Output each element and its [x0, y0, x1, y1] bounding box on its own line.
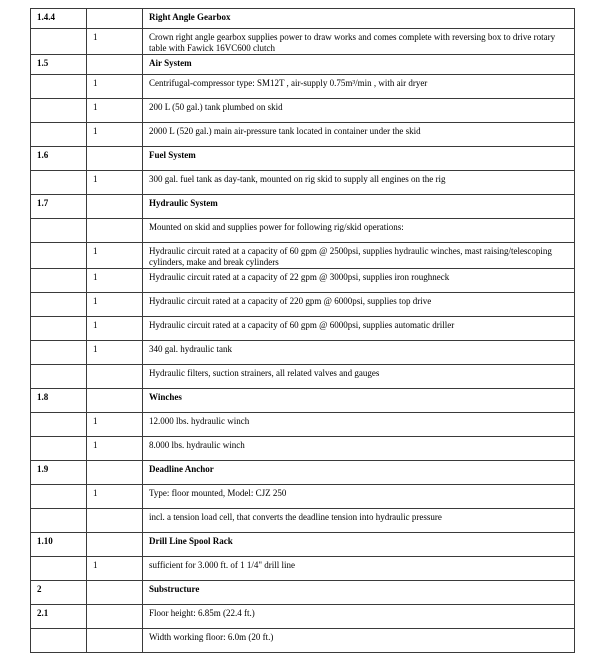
item-description: Hydraulic circuit rated at a capacity of 60 gpm @ 2500psi, supplies hydraulic winches, mast raising/telescoping cylinders, make and break cylinders: [143, 243, 575, 269]
quantity-cell: 1: [87, 341, 143, 365]
table-row: [31, 461, 575, 485]
section-number: 1.10: [31, 533, 87, 557]
item-description: Type: floor mounted, Model: CJZ 250: [143, 485, 575, 509]
section-number: 1.8: [31, 389, 87, 413]
quantity-cell: 1: [87, 99, 143, 123]
quantity-cell: 1: [87, 437, 143, 461]
item-description: Width working floor: 6.0m (20 ft.): [143, 629, 575, 653]
quantity-cell: [87, 389, 143, 413]
section-number: [31, 413, 87, 437]
table-row: [31, 219, 575, 243]
quantity-cell: [87, 195, 143, 219]
table-row: [31, 413, 575, 437]
quantity-cell: [87, 581, 143, 605]
section-number: [31, 171, 87, 195]
item-description: Floor height: 6.85m (22.4 ft.): [143, 605, 575, 629]
quantity-cell: [87, 9, 143, 29]
section-number: 1.4.4: [31, 9, 87, 29]
table-row: [31, 581, 575, 605]
table-row: [31, 243, 575, 269]
section-number: 1.6: [31, 147, 87, 171]
quantity-cell: [87, 365, 143, 389]
item-description: sufficient for 3.000 ft. of 1 1/4" drill line: [143, 557, 575, 581]
section-heading: Fuel System: [143, 147, 575, 171]
table-row: [31, 293, 575, 317]
table-row: [31, 629, 575, 653]
item-description: Hydraulic filters, suction strainers, all related valves and gauges: [143, 365, 575, 389]
section-number: [31, 341, 87, 365]
item-description: Mounted on skid and supplies power for following rig/skid operations:: [143, 219, 575, 243]
quantity-cell: 1: [87, 171, 143, 195]
item-description: Crown right angle gearbox supplies power to draw works and comes complete with reversing box to drive rotary table with Fawick 16VC600 clutch: [143, 29, 575, 55]
table-row: [31, 533, 575, 557]
table-row: [31, 269, 575, 293]
section-heading: Deadline Anchor: [143, 461, 575, 485]
quantity-cell: 1: [87, 75, 143, 99]
item-description: incl. a tension load cell, that converts the deadline tension into hydraulic pressure: [143, 509, 575, 533]
table-row: [31, 9, 575, 29]
table-row: [31, 389, 575, 413]
table-row: [31, 55, 575, 75]
section-number: [31, 243, 87, 269]
section-number: [31, 269, 87, 293]
specification-table-body: [31, 9, 575, 653]
quantity-cell: [87, 461, 143, 485]
section-number: [31, 99, 87, 123]
section-number: [31, 75, 87, 99]
section-heading: Right Angle Gearbox: [143, 9, 575, 29]
quantity-cell: 1: [87, 413, 143, 437]
quantity-cell: [87, 533, 143, 557]
section-heading: Hydraulic System: [143, 195, 575, 219]
quantity-cell: 1: [87, 123, 143, 147]
table-row: [31, 147, 575, 171]
quantity-cell: [87, 55, 143, 75]
section-number: [31, 629, 87, 653]
section-number: [31, 557, 87, 581]
table-row: [31, 341, 575, 365]
section-number: [31, 509, 87, 533]
quantity-cell: [87, 629, 143, 653]
table-row: [31, 75, 575, 99]
section-number: [31, 485, 87, 509]
item-description: 8.000 lbs. hydraulic winch: [143, 437, 575, 461]
specification-table: [30, 8, 575, 653]
item-description: 340 gal. hydraulic tank: [143, 341, 575, 365]
section-number: [31, 437, 87, 461]
table-row: [31, 29, 575, 55]
item-description: Centrifugal-compressor type: SM12T , air-supply 0.75m³/min , with air dryer: [143, 75, 575, 99]
section-number: 1.9: [31, 461, 87, 485]
quantity-cell: [87, 605, 143, 629]
section-number: 1.5: [31, 55, 87, 75]
section-number: [31, 293, 87, 317]
item-description: 200 L (50 gal.) tank plumbed on skid: [143, 99, 575, 123]
section-heading: Air System: [143, 55, 575, 75]
section-heading: Winches: [143, 389, 575, 413]
section-number: 2.1: [31, 605, 87, 629]
table-row: [31, 605, 575, 629]
section-number: [31, 365, 87, 389]
table-row: [31, 365, 575, 389]
section-number: [31, 317, 87, 341]
section-heading: Drill Line Spool Rack: [143, 533, 575, 557]
item-description: Hydraulic circuit rated at a capacity of 60 gpm @ 6000psi, supplies automatic driller: [143, 317, 575, 341]
item-description: 12.000 lbs. hydraulic winch: [143, 413, 575, 437]
quantity-cell: 1: [87, 243, 143, 269]
table-row: [31, 485, 575, 509]
table-row: [31, 99, 575, 123]
quantity-cell: [87, 219, 143, 243]
quantity-cell: [87, 147, 143, 171]
table-row: [31, 317, 575, 341]
quantity-cell: 1: [87, 317, 143, 341]
quantity-cell: 1: [87, 557, 143, 581]
table-row: [31, 171, 575, 195]
section-heading: Substructure: [143, 581, 575, 605]
item-description: 300 gal. fuel tank as day-tank, mounted on rig skid to supply all engines on the rig: [143, 171, 575, 195]
quantity-cell: 1: [87, 29, 143, 55]
table-row: [31, 437, 575, 461]
item-description: Hydraulic circuit rated at a capacity of 22 gpm @ 3000psi, supplies iron roughneck: [143, 269, 575, 293]
section-number: 1.7: [31, 195, 87, 219]
quantity-cell: [87, 509, 143, 533]
section-number: [31, 219, 87, 243]
quantity-cell: 1: [87, 269, 143, 293]
item-description: Hydraulic circuit rated at a capacity of 220 gpm @ 6000psi, supplies top drive: [143, 293, 575, 317]
item-description: 2000 L (520 gal.) main air-pressure tank located in container under the skid: [143, 123, 575, 147]
table-row: [31, 557, 575, 581]
section-number: [31, 123, 87, 147]
quantity-cell: 1: [87, 293, 143, 317]
table-row: [31, 509, 575, 533]
section-number: 2: [31, 581, 87, 605]
table-row: [31, 195, 575, 219]
section-number: [31, 29, 87, 55]
quantity-cell: 1: [87, 485, 143, 509]
table-row: [31, 123, 575, 147]
